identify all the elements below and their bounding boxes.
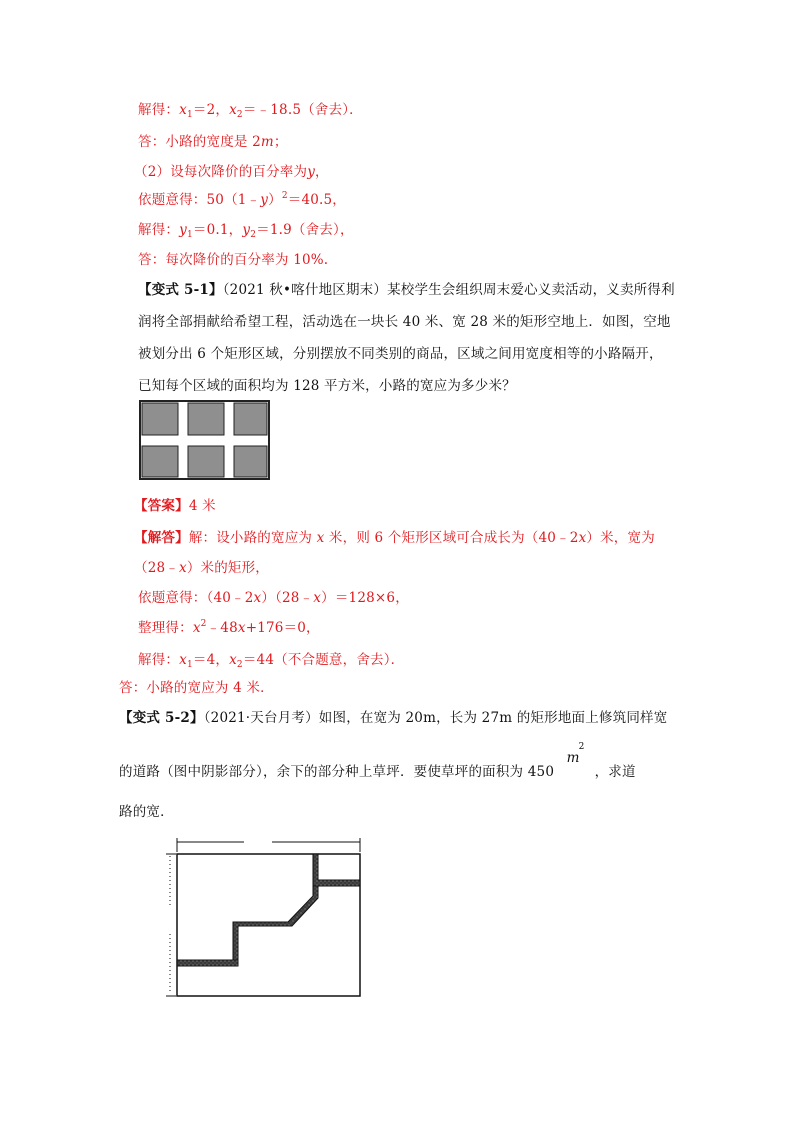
text: ＝0.1， <box>192 222 243 238</box>
answer-line <box>134 494 216 514</box>
text: 整理得： <box>138 620 193 636</box>
solution-5-1-line-3 <box>138 586 409 606</box>
var: y <box>242 222 251 238</box>
problem-5-2-line-1 <box>119 706 667 726</box>
text: ＝1.9（舍去）， <box>256 222 354 238</box>
text: 米，则 6 个矩形区域可合成长为（40﹣2 <box>324 530 579 546</box>
subscript: 1 <box>186 110 193 120</box>
unit: m <box>260 134 274 150</box>
region <box>142 446 178 477</box>
problem-5-1-line-3 <box>138 342 663 362</box>
var: y <box>307 164 316 180</box>
solution-line-2 <box>138 130 288 150</box>
solution-line-4 <box>138 188 346 208</box>
subscript: 1 <box>186 660 193 670</box>
text: 已知每个区域的面积均为 128 平方米，小路的宽应为多少米？ <box>138 378 516 394</box>
solution-5-1-line-6 <box>119 676 274 696</box>
solution-5-1-line-2 <box>134 556 269 576</box>
problem-5-2-line-2 <box>119 742 636 780</box>
text: ﹣48 <box>206 620 238 636</box>
var: x <box>237 620 246 636</box>
subscript: 2 <box>250 230 257 240</box>
var: x <box>253 590 262 606</box>
figure-six-regions <box>139 400 270 480</box>
var: x <box>316 530 325 546</box>
text: 答：小路的宽应为 4 米． <box>119 680 274 696</box>
text: ＝44（不合题意，舍去）． <box>242 652 405 668</box>
problem-5-1-line-2 <box>138 310 671 330</box>
text: （2）设每次降价的百分率为 <box>134 164 308 180</box>
text: ）米的矩形， <box>186 560 270 576</box>
solution-line-3 <box>134 160 329 180</box>
solution-line-5 <box>138 218 354 240</box>
text: ）＝128×6， <box>321 590 409 606</box>
solution-tag: 【解答】 <box>134 530 189 546</box>
problem-tag: 【变式 5-2】 <box>119 710 204 726</box>
problem-5-1-line-1 <box>138 278 675 298</box>
text: ＝2， <box>192 102 230 118</box>
solution-5-1-line-4 <box>138 616 320 636</box>
problem-5-1-line-4 <box>138 374 516 394</box>
region <box>188 403 224 435</box>
var: y <box>260 192 269 208</box>
solution-line-1 <box>138 98 363 120</box>
solution-5-1-line-5 <box>138 648 404 670</box>
unit-m2 <box>563 742 595 776</box>
text: 答：小路的宽度是 2 <box>138 134 261 150</box>
text: +176＝0， <box>245 620 320 636</box>
var: x <box>313 590 322 606</box>
text: ）米，宽为 <box>586 530 655 546</box>
text: 解得： <box>138 102 180 118</box>
solution-line-6 <box>138 248 328 268</box>
answer-value: 4 米 <box>188 498 216 514</box>
exponent: 2 <box>281 191 288 201</box>
var: x <box>192 620 201 636</box>
subscript: 1 <box>186 230 193 240</box>
text: 解得： <box>138 652 180 668</box>
text: ，求道 <box>594 764 636 780</box>
text: 依题意得：50（1﹣ <box>138 192 261 208</box>
region <box>142 403 178 435</box>
text: 润将全部捐献给希望工程，活动选在一块长 40 米、宽 28 米的矩形空地上．如图，空地 <box>138 314 671 330</box>
text: ）（28﹣ <box>261 590 314 606</box>
solution-5-1-line-1 <box>134 526 655 546</box>
text: 路的宽． <box>119 804 174 820</box>
unit-exponent: 2 <box>578 742 585 752</box>
problem-tag: 【变式 5-1】 <box>138 282 223 298</box>
region <box>188 446 224 477</box>
text: 答：每次降价的百分率为 10%. <box>138 252 329 268</box>
road-band <box>177 960 238 966</box>
var: y <box>179 222 187 238</box>
text: ） <box>268 192 282 208</box>
figure-stepped-road <box>160 836 370 1000</box>
subscript: 2 <box>236 110 243 120</box>
text: （28﹣ <box>134 560 179 576</box>
subscript: 2 <box>236 660 243 670</box>
text: ＝4， <box>192 652 230 668</box>
text: 解：设小路的宽应为 <box>188 530 317 546</box>
text: （2021·天台月考）如图，在宽为 20m，长为 27m 的矩形地面上修筑同样宽 <box>203 710 668 726</box>
var: x <box>178 560 187 576</box>
unit-base: m <box>566 750 580 766</box>
text: ； <box>273 134 288 150</box>
var: x <box>229 652 237 668</box>
region <box>234 446 267 477</box>
text: 依题意得：（40﹣2 <box>138 590 254 606</box>
var: x <box>179 652 187 668</box>
text: 被划分出 6 个矩形区域，分别摆放不同类别的商品，区域之间用宽度相等的小路隔开， <box>138 346 663 362</box>
exponent: 2 <box>200 619 207 629</box>
problem-5-2-line-3 <box>119 800 174 820</box>
answer-tag: 【答案】 <box>134 498 189 514</box>
text: （2021 秋•喀什地区期末）某校学生会组织周末爱心义卖活动，义卖所得利 <box>222 282 675 298</box>
text: ＝﹣18.5（舍去）． <box>242 102 363 118</box>
var: x <box>578 530 587 546</box>
text: ， <box>315 164 329 180</box>
text: ＝40.5， <box>287 192 347 208</box>
text: 解得： <box>138 222 180 238</box>
var: x <box>179 102 187 118</box>
region <box>234 403 267 435</box>
text: 的道路（图中阴影部分），余下的部分种上草坪．要使草坪的面积为 450 <box>119 764 555 780</box>
var: x <box>229 102 237 118</box>
